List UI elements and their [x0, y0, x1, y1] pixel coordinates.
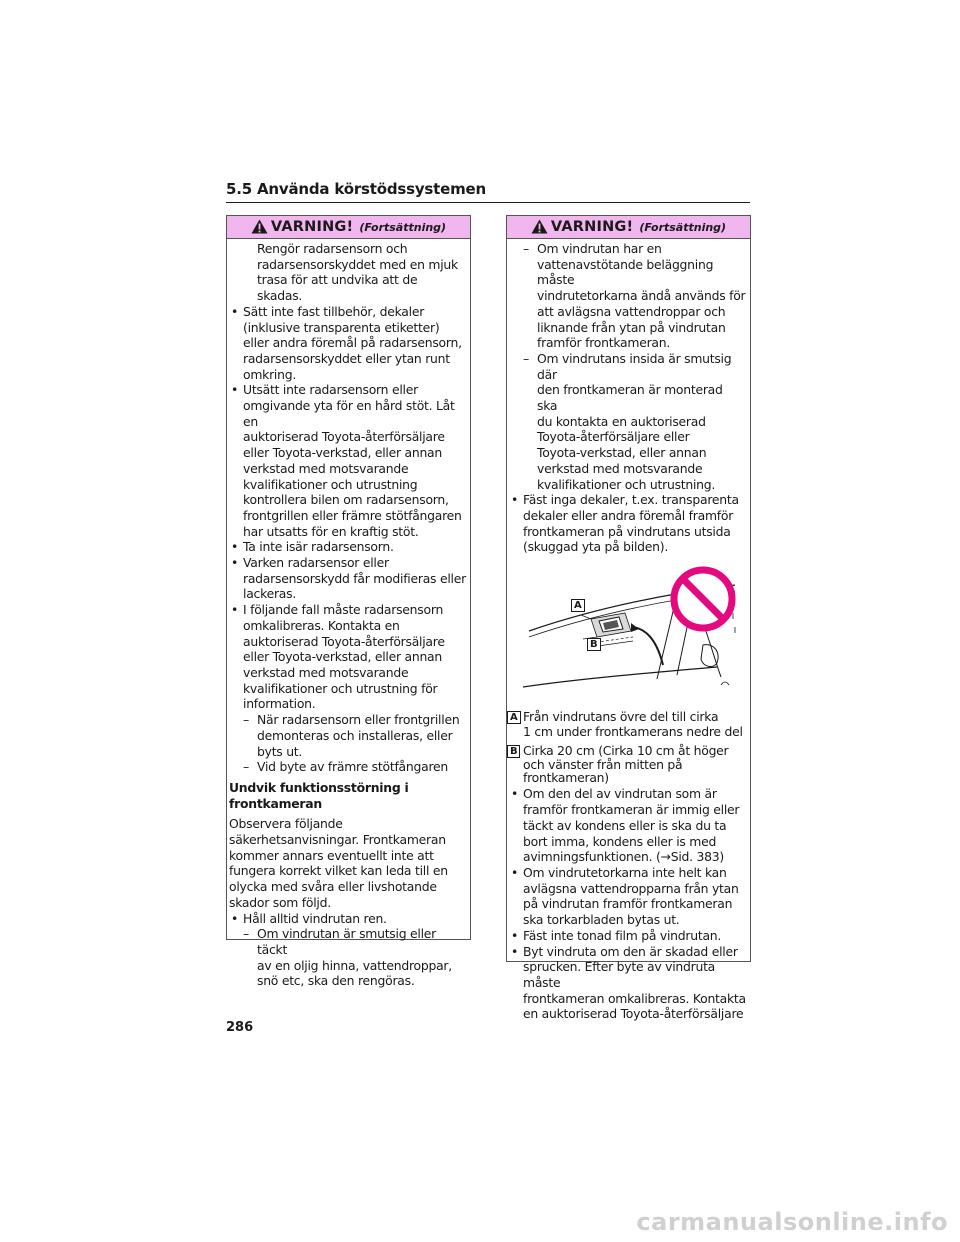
warning-continued: (Fortsättning)	[359, 221, 447, 234]
text-line: information.	[243, 696, 316, 712]
text-line: dekaler eller andra föremål framför	[523, 507, 734, 523]
text-line: av en oljig hinna, vattendroppar,	[257, 957, 452, 973]
bullet-continuation	[507, 912, 746, 928]
warning-box-left	[226, 215, 471, 989]
label-a-badge: A	[507, 711, 521, 724]
text-line: byts ut.	[257, 743, 303, 759]
text-line: (inklusive transparenta etiketter)	[243, 319, 440, 335]
warning-body	[227, 239, 470, 989]
text-line: När radarsensorn eller frontgrillen	[257, 712, 460, 728]
text-line: lackeras.	[243, 586, 297, 602]
text-line: Fäst inga dekaler, t.ex. transparenta	[523, 492, 739, 508]
bullet-continuation	[507, 881, 746, 897]
warning-body-top	[507, 239, 750, 555]
figure-label-a: A	[571, 599, 585, 612]
label-b-line: frontkameran)	[523, 770, 609, 786]
bullet-continuation	[227, 492, 466, 508]
subheading	[227, 796, 466, 812]
text-line: eller Toyota-verkstad, eller annan	[243, 445, 442, 461]
warning-title: VARNING!	[550, 219, 634, 235]
text-line: frontgrillen eller främre stötfångaren	[243, 507, 462, 523]
bullet-item	[507, 928, 746, 944]
text-line: vattenavstötande beläggning måste	[537, 256, 714, 288]
dash-continuation	[227, 958, 466, 974]
text-line: radarsensorskyddet eller ytan runt	[243, 350, 450, 366]
text-line: snö etc, ska den rengöras.	[257, 973, 415, 989]
label-b-description	[507, 743, 746, 785]
bullet-continuation	[227, 665, 466, 681]
dash-item	[227, 926, 466, 957]
text-line: Om vindrutetorkarna inte helt kan	[523, 864, 727, 880]
bullet-continuation	[227, 445, 466, 461]
paragraph-line	[227, 863, 466, 879]
prohibition-icon	[674, 570, 732, 628]
windshield-camera-diagram	[507, 559, 748, 707]
text-line: Varken radarsensor eller	[243, 555, 389, 571]
label-b-line: Cirka 20 cm (Cirka 10 cm åt höger	[523, 742, 729, 758]
bullet-continuation	[507, 524, 746, 540]
label-a-description	[507, 709, 746, 738]
bullet-continuation	[507, 818, 746, 834]
text-line: säkerhetsanvisningar. Frontkameran	[229, 832, 446, 848]
bullet-continuation	[227, 398, 466, 429]
text-line: Vid byte av främre stötfångaren	[257, 759, 449, 775]
text-line: Sätt inte fast tillbehör, dekaler	[243, 303, 425, 319]
text-line: Om vindrutans insida är smutsig där	[537, 350, 732, 382]
text-line: Om vindrutan är smutsig eller täckt	[257, 926, 436, 957]
dash-continuation	[507, 445, 746, 461]
text-line: auktoriserad Toyota-återförsäljare	[243, 633, 445, 649]
text-line: Utsätt inte radarsensorn eller	[243, 382, 418, 398]
text-line: framför frontkameran.	[537, 335, 671, 351]
bullet-continuation	[507, 1006, 746, 1022]
continued-text	[227, 257, 466, 273]
warning-title: VARNING!	[270, 219, 354, 235]
text-line: Toyota-verkstad, eller annan	[537, 445, 707, 461]
text-line: täckt av kondens eller is ska du ta	[523, 817, 727, 833]
text-line: Håll alltid vindrutan ren.	[243, 910, 387, 926]
dash-item	[227, 712, 466, 728]
dash-continuation	[507, 414, 746, 430]
dash-item	[507, 241, 746, 257]
text-line: avimningsfunktionen. (→Sid. 383)	[523, 849, 724, 865]
dash-continuation	[507, 429, 746, 445]
text-line: omkring.	[243, 366, 297, 382]
text-line: verkstad med motsvarande	[243, 460, 409, 476]
bullet-continuation	[227, 477, 466, 493]
text-line: omgivande yta för en hård stöt. Låt en	[243, 398, 455, 429]
dash-continuation	[507, 477, 746, 493]
continued-text	[227, 241, 466, 257]
text-line: Rengör radarsensorn och	[257, 241, 408, 256]
text-line: frontkameran omkalibreras. Kontakta	[523, 990, 746, 1006]
text-line: bort imma, kondens eller is med	[523, 833, 717, 849]
bullet-continuation	[227, 586, 466, 602]
text-line: kvalifikationer och utrustning.	[537, 476, 716, 492]
paragraph-line	[227, 832, 466, 848]
text-line: Byt vindruta om den är skadad eller	[523, 943, 738, 959]
bullet-continuation	[227, 571, 466, 587]
text-line: radarsensorskydd får modifieras eller	[243, 570, 466, 586]
bullet-icon: •	[231, 382, 239, 398]
text-line: liknande från ytan på vindrutan	[537, 319, 726, 335]
label-a-line: 1 cm under frontkamerans nedre del	[523, 723, 743, 739]
text-line: Om den del av vindrutan som är	[523, 786, 717, 802]
bullet-item	[507, 786, 746, 802]
bullet-continuation	[227, 634, 466, 650]
text-line: kvalifikationer och utrustning	[243, 476, 418, 492]
bullet-item	[227, 304, 466, 320]
subheading	[227, 780, 466, 796]
label-descriptions	[507, 707, 750, 784]
bullet-icon: •	[231, 910, 239, 926]
text-line: den frontkameran är monterad ska	[537, 382, 723, 414]
page-number: 286	[226, 1020, 254, 1035]
bullet-continuation	[227, 461, 466, 477]
dash-continuation	[507, 304, 746, 320]
dash-item	[507, 351, 746, 382]
bullet-item	[507, 865, 746, 881]
text-line: verkstad med motsvarande	[537, 460, 703, 476]
dash-item	[227, 759, 466, 775]
warning-box-right	[506, 215, 751, 1022]
dash-continuation	[507, 288, 746, 304]
paragraph-line	[227, 816, 466, 832]
watermark: carmanualsonline.info	[636, 1208, 948, 1236]
text-line: skador som följd.	[229, 894, 331, 910]
bullet-continuation	[227, 335, 466, 351]
text-line: (skuggad yta på bilden).	[523, 539, 669, 555]
text-line: frontkameran på vindrutans utsida	[523, 523, 731, 539]
paragraph-line	[227, 895, 466, 911]
text-line: eller Toyota-verkstad, eller annan	[243, 649, 442, 665]
bullet-continuation	[507, 991, 746, 1007]
dash-continuation	[507, 382, 746, 413]
text-line: en auktoriserad Toyota-återförsäljare	[523, 1006, 744, 1022]
windshield-illustration	[507, 559, 750, 707]
bullet-item	[227, 539, 466, 555]
dash-icon: –	[243, 926, 249, 942]
text-line: ska torkarbladen bytas ut.	[523, 912, 680, 928]
dash-continuation	[227, 728, 466, 744]
bullet-icon: •	[231, 602, 239, 618]
dash-icon: –	[243, 712, 249, 728]
text-line: på vindrutan framför frontkameran	[523, 896, 733, 912]
text-line: auktoriserad Toyota-återförsäljare	[243, 429, 445, 445]
text-line: kvalifikationer och utrustning för	[243, 680, 438, 696]
warning-continued: (Fortsättning)	[639, 221, 727, 234]
text-line: Om vindrutan har en	[537, 241, 662, 256]
dash-continuation	[227, 973, 466, 989]
bullet-continuation	[507, 959, 746, 990]
bullet-icon: •	[231, 303, 239, 319]
bullet-continuation	[227, 320, 466, 336]
label-b-badge: B	[507, 745, 520, 758]
bullet-icon: •	[231, 555, 239, 571]
text-line: fungera korrekt vilket kan leda till en	[229, 863, 448, 879]
dash-continuation	[507, 335, 746, 351]
bullet-icon: •	[511, 943, 519, 959]
warning-body-bottom	[507, 784, 750, 1022]
bullet-continuation	[507, 802, 746, 818]
dash-icon: –	[523, 350, 529, 366]
bullet-continuation	[227, 681, 466, 697]
bullet-item	[507, 944, 746, 960]
bullet-item	[227, 382, 466, 398]
text-line: verkstad med motsvarande	[243, 664, 409, 680]
bullet-continuation	[507, 896, 746, 912]
bullet-continuation	[507, 849, 746, 865]
figure-label-b: B	[587, 638, 601, 651]
text-line: kommer annars eventuellt inte att	[229, 847, 434, 863]
paragraph-line	[227, 879, 466, 895]
text-line: Toyota-återförsäljare eller	[537, 429, 690, 445]
text-line: Fäst inte tonad film på vindrutan.	[523, 927, 722, 943]
bullet-item	[227, 602, 466, 618]
bullet-icon: •	[511, 927, 519, 943]
section-header	[226, 178, 750, 203]
dash-continuation	[227, 744, 466, 760]
dash-continuation	[507, 257, 746, 288]
bullet-item	[507, 492, 746, 508]
text-line: olycka med svåra eller livshotande	[229, 879, 437, 895]
text-line: radarsensorskyddet med en mjuk	[257, 256, 458, 272]
text-line: sprucken. Efter byte av vindruta måste	[523, 959, 716, 990]
text-line: Undvik funktionsstörning i	[229, 779, 409, 795]
bullet-continuation	[227, 649, 466, 665]
text-line: vindrutetorkarna ändå används för	[537, 288, 746, 304]
bullet-continuation	[227, 524, 466, 540]
continued-text	[227, 272, 466, 303]
text-line: I följande fall måste radarsensorn	[243, 602, 444, 618]
warning-header	[507, 216, 750, 239]
dash-continuation	[507, 461, 746, 477]
bullet-icon: •	[511, 864, 519, 880]
text-line: demonteras och installeras, eller	[257, 727, 453, 743]
bullet-continuation	[227, 618, 466, 634]
warning-triangle-icon	[531, 219, 548, 234]
bullet-icon: •	[511, 492, 519, 508]
bullet-continuation	[507, 539, 746, 555]
warning-header	[227, 216, 470, 239]
dash-icon: –	[523, 241, 529, 256]
label-b-line: och vänster från mitten på	[523, 757, 683, 773]
text-line: framför frontkameran är immig eller	[523, 802, 740, 818]
bullet-item	[227, 555, 466, 571]
text-line: att avlägsna vattendroppar och	[537, 303, 726, 319]
text-line: omkalibreras. Kontakta en	[243, 617, 400, 633]
bullet-continuation	[227, 508, 466, 524]
text-line: har utsatts för en kraftig stöt.	[243, 523, 419, 539]
text-line: Observera följande	[229, 816, 343, 832]
section-title: 5.5 Använda körstödssystemen	[226, 180, 486, 198]
paragraph-line	[227, 848, 466, 864]
bullet-continuation	[227, 367, 466, 383]
label-a-line: Från vindrutans övre del till cirka	[523, 709, 719, 725]
warning-triangle-icon	[251, 219, 268, 234]
bullet-continuation	[227, 351, 466, 367]
bullet-continuation	[507, 508, 746, 524]
dash-icon: –	[243, 759, 249, 775]
text-line: eller andra föremål på radarsensorn,	[243, 335, 462, 351]
bullet-continuation	[227, 696, 466, 712]
text-line: kontrollera bilen om radarsensorn,	[243, 492, 449, 508]
bullet-icon: •	[231, 539, 239, 555]
bullet-continuation	[227, 429, 466, 445]
text-line: du kontakta en auktoriserad	[537, 413, 706, 429]
bullet-item	[227, 911, 466, 927]
text-line: frontkameran	[229, 795, 322, 811]
dash-continuation	[507, 320, 746, 336]
text-line: Ta inte isär radarsensorn.	[243, 539, 394, 555]
text-line: trasa för att undvika att de skadas.	[257, 272, 418, 304]
text-line: avlägsna vattendropparna från ytan	[523, 880, 739, 896]
bullet-continuation	[507, 834, 746, 850]
bullet-icon: •	[511, 786, 519, 802]
